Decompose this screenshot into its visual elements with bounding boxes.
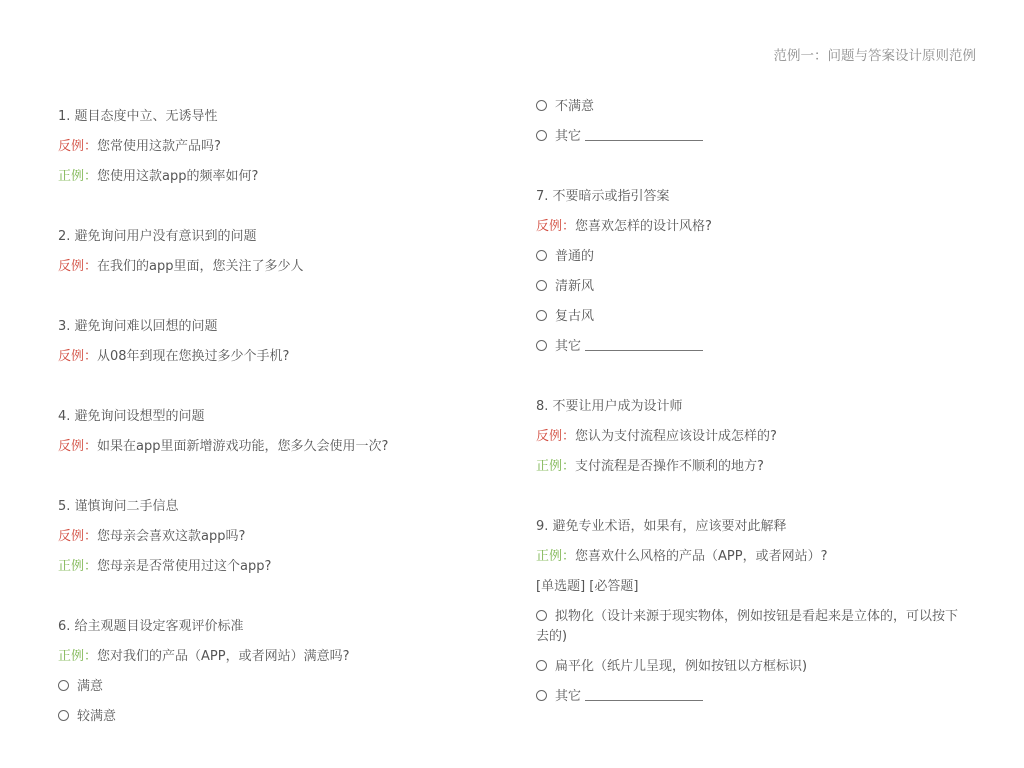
radio-circle-icon[interactable] <box>536 690 547 701</box>
option-label: 满意 <box>77 679 104 694</box>
question-5-title: 5. 谨慎询问二手信息 <box>58 499 179 514</box>
question-4-negative-example <box>58 437 388 457</box>
radio-circle-icon[interactable] <box>536 250 547 261</box>
question-7-title: 7. 不要暗示或指引答案 <box>536 189 670 204</box>
question-9-positive-example <box>536 547 828 567</box>
question-6-title: 6. 给主观题目设定客观评价标准 <box>58 619 244 634</box>
negative-text: 从08年到现在您换过多少个手机? <box>97 349 290 364</box>
fill-in-blank[interactable] <box>585 128 703 141</box>
question-8-positive-example <box>536 457 764 477</box>
question-1-positive-example <box>58 167 258 187</box>
radio-option-other[interactable] <box>536 127 703 147</box>
positive-text: 您喜欢什么风格的产品（APP，或者网站）? <box>575 549 828 564</box>
negative-text: 在我们的app里面，您关注了多少人 <box>97 259 304 274</box>
question-8-negative-example <box>536 427 777 447</box>
question-7-negative-example <box>536 217 712 237</box>
question-9-tags: [单选题] [必答题] <box>536 579 639 594</box>
negative-text: 您喜欢怎样的设计风格? <box>575 219 712 234</box>
question-4-title: 4. 避免询问设想型的问题 <box>58 409 205 424</box>
positive-text: 您使用这款app的频率如何? <box>97 169 259 184</box>
negative-label: 反例： <box>58 259 98 274</box>
negative-label: 反例： <box>58 139 98 154</box>
option-label: 复古风 <box>555 309 595 324</box>
question-1-title: 1. 题目态度中立、无诱导性 <box>58 109 218 124</box>
radio-circle-icon[interactable] <box>536 100 547 111</box>
radio-option[interactable] <box>536 277 594 297</box>
radio-option[interactable] <box>536 97 594 117</box>
positive-text: 您母亲是否常使用过这个app? <box>97 559 272 574</box>
radio-circle-icon[interactable] <box>536 280 547 291</box>
radio-option[interactable] <box>536 607 966 647</box>
option-label: 不满意 <box>555 99 595 114</box>
radio-circle-icon[interactable] <box>536 660 547 671</box>
radio-circle-icon[interactable] <box>58 680 69 691</box>
option-label: 清新风 <box>555 279 595 294</box>
positive-label: 正例： <box>58 169 98 184</box>
positive-label: 正例： <box>58 559 98 574</box>
radio-option[interactable] <box>536 307 594 327</box>
fill-in-blank[interactable] <box>585 688 703 701</box>
question-9-title: 9. 避免专业术语，如果有，应该要对此解释 <box>536 519 787 534</box>
page-header-title: 范例一：问题与答案设计原则范例 <box>773 48 976 64</box>
question-1-negative-example <box>58 137 221 157</box>
option-label: 较满意 <box>77 709 117 724</box>
question-6-positive-example <box>58 647 350 667</box>
positive-label: 正例： <box>536 459 576 474</box>
negative-label: 反例： <box>536 219 576 234</box>
radio-option-other[interactable] <box>536 337 703 357</box>
option-label: 其它 <box>555 689 582 704</box>
negative-text: 您常使用这款产品吗? <box>97 139 221 154</box>
radio-option[interactable] <box>58 707 116 727</box>
fill-in-blank[interactable] <box>585 338 703 351</box>
negative-label: 反例： <box>58 349 98 364</box>
question-2-title: 2. 避免询问用户没有意识到的问题 <box>58 229 257 244</box>
radio-circle-icon[interactable] <box>536 610 547 621</box>
negative-text: 如果在app里面新增游戏功能，您多久会使用一次? <box>97 439 389 454</box>
question-5-negative-example <box>58 527 245 547</box>
negative-label: 反例： <box>58 529 98 544</box>
radio-option[interactable] <box>536 247 594 267</box>
question-3-negative-example <box>58 347 289 367</box>
positive-label: 正例： <box>58 649 98 664</box>
question-8-title: 8. 不要让用户成为设计师 <box>536 399 683 414</box>
positive-text: 您对我们的产品（APP，或者网站）满意吗? <box>97 649 350 664</box>
option-label: 扁平化（纸片儿呈现，例如按钮以方框标识) <box>555 659 808 674</box>
question-2-negative-example <box>58 257 304 277</box>
option-label: 其它 <box>555 339 582 354</box>
negative-label: 反例： <box>58 439 98 454</box>
question-5-positive-example <box>58 557 271 577</box>
radio-option[interactable] <box>58 677 103 697</box>
option-label: 其它 <box>555 129 582 144</box>
option-label: 拟物化（设计来源于现实物体，例如按钮是看起来是立体的，可以按下去的) <box>536 609 959 644</box>
radio-option-other[interactable] <box>536 687 703 707</box>
positive-text: 支付流程是否操作不顺利的地方? <box>575 459 764 474</box>
radio-option[interactable] <box>536 657 807 677</box>
radio-circle-icon[interactable] <box>536 130 547 141</box>
negative-text: 您认为支付流程应该设计成怎样的? <box>575 429 777 444</box>
radio-circle-icon[interactable] <box>58 710 69 721</box>
negative-text: 您母亲会喜欢这款app吗? <box>97 529 246 544</box>
radio-circle-icon[interactable] <box>536 340 547 351</box>
question-3-title: 3. 避免询问难以回想的问题 <box>58 319 218 334</box>
positive-label: 正例： <box>536 549 576 564</box>
radio-circle-icon[interactable] <box>536 310 547 321</box>
option-label: 普通的 <box>555 249 595 264</box>
negative-label: 反例： <box>536 429 576 444</box>
